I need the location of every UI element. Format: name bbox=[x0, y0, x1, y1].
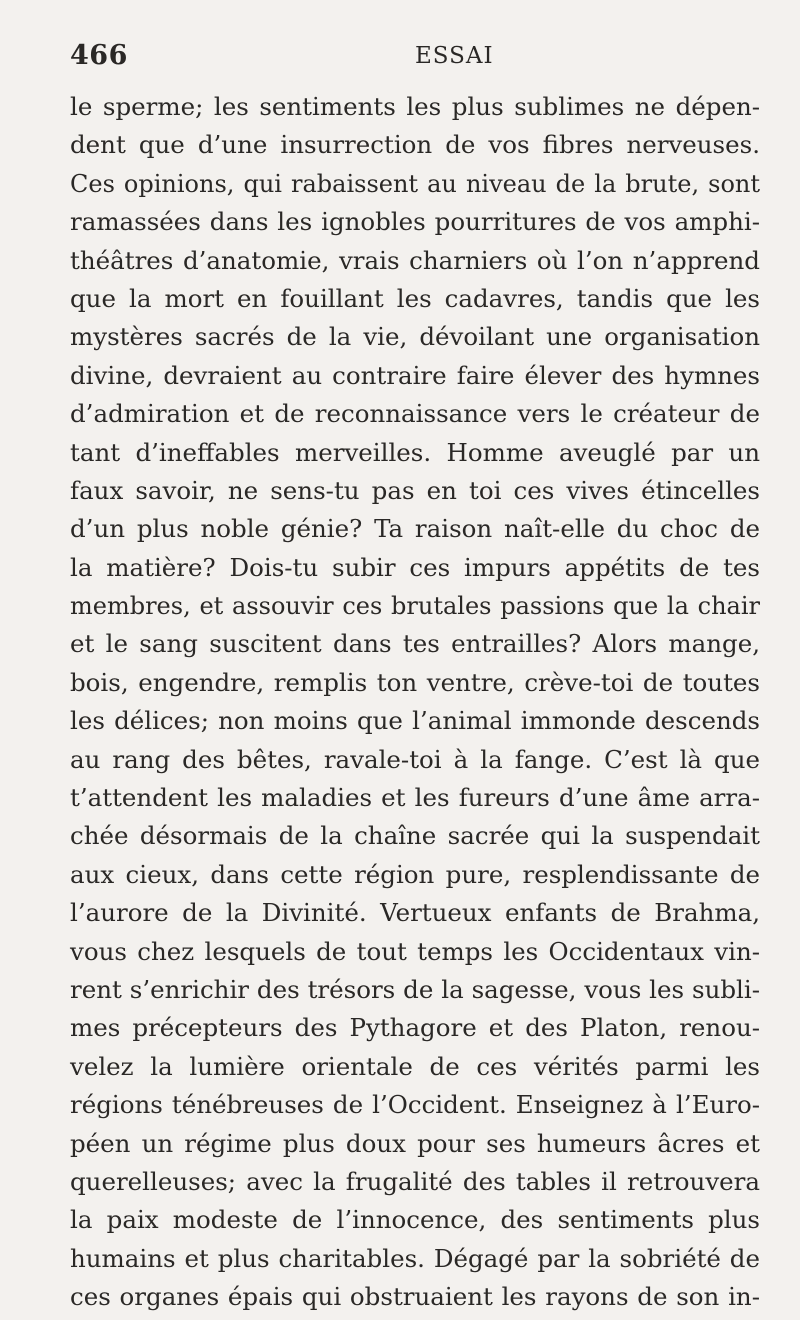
text-line: théâtres d’anatomie, vrais charniers où l’on n’apprend bbox=[70, 245, 760, 275]
text-line: chée désormais de la chaîne sacrée qui la suspendait bbox=[70, 821, 760, 851]
text-line: membres, et assouvir ces brutales passions que la chair bbox=[70, 592, 760, 621]
text-line: ces organes épais qui obstruaient les rayons de son in- bbox=[70, 1282, 760, 1312]
text-line: la paix modeste de l’innocence, des sentiments plus bbox=[70, 1205, 760, 1235]
text-line: l’aurore de la Divinité. Vertueux enfants de Brahma, bbox=[70, 898, 760, 928]
text-line: t’attendent les maladies et les fureurs d’une âme arra- bbox=[70, 783, 760, 813]
text-line: et le sang suscitent dans tes entrailles? Alors mange, bbox=[70, 629, 760, 659]
page-number: 466 bbox=[70, 40, 128, 71]
text-line: d’un plus noble génie? Ta raison naît-elle du choc de bbox=[70, 514, 760, 544]
text-line: d’admiration et de reconnaissance vers le créateur de bbox=[70, 399, 760, 429]
text-line: dent que d’une insurrection de vos fibres nerveuses. bbox=[70, 130, 760, 160]
text-line: tant d’ineffables merveilles. Homme aveuglé par un bbox=[70, 437, 760, 467]
text-line: aux cieux, dans cette région pure, resplendissante de bbox=[70, 859, 760, 889]
text-line: mes précepteurs des Pythagore et des Platon, renou- bbox=[70, 1013, 760, 1043]
text-line: faux savoir, ne sens-tu pas en toi ces vives étincelles bbox=[70, 475, 760, 505]
body-text bbox=[70, 88, 760, 1317]
text-line: bois, engendre, remplis ton ventre, crève-toi de toutes bbox=[70, 667, 760, 697]
text-line: régions ténébreuses de l’Occident. Enseignez à l’Euro- bbox=[70, 1090, 760, 1120]
text-line: humains et plus charitables. Dégagé par la sobriété de bbox=[70, 1243, 760, 1273]
text-line: la matière? Dois-tu subir ces impurs appétits de tes bbox=[70, 552, 760, 582]
text-line: querelleuses; avec la frugalité des tables il retrouvera bbox=[70, 1166, 760, 1196]
text-line: divine, devraient au contraire faire élever des hymnes bbox=[70, 360, 760, 390]
text-line: au rang des bêtes, ravale-toi à la fange. C’est là que bbox=[70, 744, 760, 774]
running-head: ESSAI bbox=[415, 43, 494, 69]
text-line: vous chez lesquels de tout temps les Occidentaux vin- bbox=[70, 936, 760, 966]
text-line: péen un régime plus doux pour ses humeurs âcres et bbox=[70, 1128, 760, 1158]
text-line: rent s’enrichir des trésors de la sagesse, vous les subli- bbox=[70, 974, 760, 1004]
text-line: les délices; non moins que l’animal immonde descends bbox=[70, 706, 760, 736]
text-line: ramassées dans les ignobles pourritures de vos amphi- bbox=[70, 207, 760, 237]
text-line: le sperme; les sentiments les plus sublimes ne dépen- bbox=[70, 92, 760, 121]
text-line: que la mort en fouillant les cadavres, tandis que les bbox=[70, 283, 760, 313]
text-line: velez la lumière orientale de ces vérités parmi les bbox=[70, 1051, 760, 1081]
text-line: Ces opinions, qui rabaissent au niveau de la brute, sont bbox=[70, 169, 760, 198]
page-header bbox=[70, 40, 760, 80]
text-line: mystères sacrés de la vie, dévoilant une organisation bbox=[70, 322, 760, 352]
